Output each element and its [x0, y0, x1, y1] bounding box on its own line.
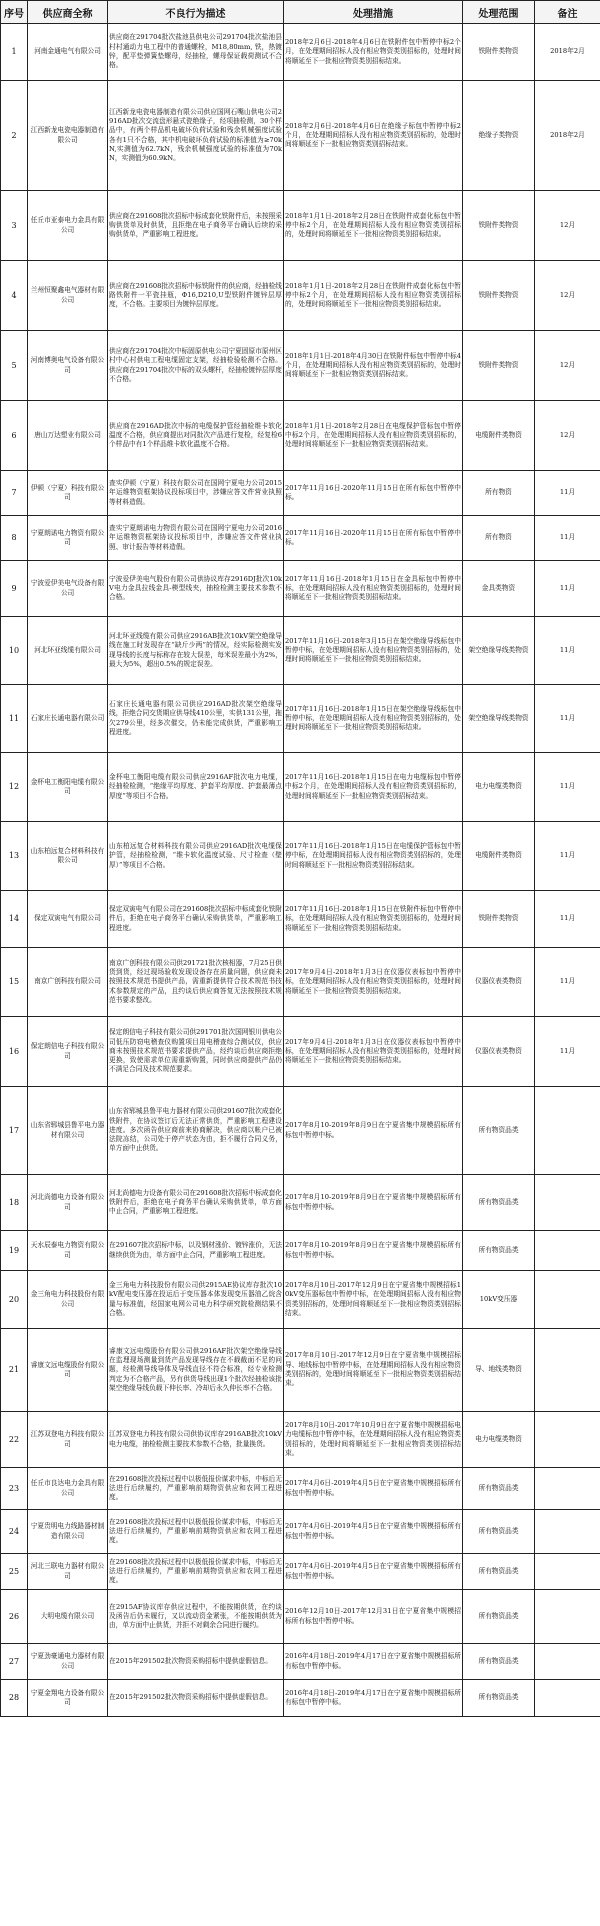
remark: 11月: [535, 561, 600, 617]
row-number: 7: [1, 471, 28, 516]
violation-description: 河北环亚线缆有限公司供应2916AB批次10kV架空绝缘导线在施工时发现存在“缺斤少两”的情况，经实际检测实发现导线的长度与标称存在较大误差，每米误差最小为2%，最大为5%，超出0.5%的规定误差。: [108, 617, 284, 685]
violation-description: 供应商在291704批次中标固原供电公司宁夏固原市原州区村中心村供电工程电缆固定支架，经抽检验检测不合格。供应商在291704批次中标的双头螺杆，经抽检镀锌层厚度不合格。: [108, 331, 284, 401]
table-row: [1, 1680, 600, 1717]
handling-scope: 所有物资品类: [463, 1680, 535, 1717]
violation-description: 金杯电工衡阳电缆有限公司供应2916AF批次电力电缆，经抽检检测，“绝缘平均厚度、护套平均厚度、护套最薄点厚度”等项目不合格。: [108, 753, 284, 822]
handling-scope: 所有物资品类: [463, 1468, 535, 1510]
handling-scope: 所有物资品类: [463, 1087, 535, 1175]
handling-scope: 所有物资: [463, 516, 535, 561]
table-row: [1, 685, 600, 753]
supplier-name: 河南博奥电气设备有限公司: [28, 331, 108, 401]
supplier-name: 伊顿（宁夏）科技有限公司: [28, 471, 108, 516]
handling-measures: 2018年2月6日-2018年4月6日在绝缘子标包中暂停中标2个月，在处理期间招标人没有相应物资类别招标的，处理时间将顺延至下一批相应物资类别招标结束。: [284, 81, 463, 191]
handling-measures: 2018年2月6日-2018年4月6日在铁附件包中暂停中标2个月，在处理期间招标人没有相应物资类别招标的，处理时间将顺延至下一批相应物资类别招标结束。: [284, 24, 463, 81]
handling-scope: 所有物资品类: [463, 1510, 535, 1554]
violation-description: 南京广创科技有限公司供291721批次核相器，7月25日供货到货，经过现场验收发现设备存在质量问题，供应商未按照技术规范书提供产品，需重新提供符合技术规范书技术参数规定的产品，且约谈后供应商答复无法按照技术规范书要求整改。: [108, 948, 284, 1017]
row-number: 14: [1, 891, 28, 948]
handling-measures: 2017年11月16日-2018年1月15日在铁附件标包中暂停中标，在处理期间招标人没有相应物资类别招标的，处理时间将顺延至下一批相应物资类别招标结束。: [284, 891, 463, 948]
table-row: [1, 1017, 600, 1087]
handling-measures: 2017年4月6日-2019年4月5日在宁夏省集中规模招标所有标包中暂停中标。: [284, 1554, 463, 1590]
table-row: [1, 1510, 600, 1554]
violation-description: 河北尚德电力设备有限公司在291608批次招标中标成套化铁附件后，拒绝在电子商务平台确认采购供货单，单方面中止合同，严重影响工程进度。: [108, 1175, 284, 1231]
row-number: 20: [1, 1271, 28, 1329]
violation-description: 在2015年291502批次物资采购招标中提供虚假信息。: [108, 1644, 284, 1680]
row-number: 24: [1, 1510, 28, 1554]
remark: [535, 1087, 600, 1175]
row-number: 25: [1, 1554, 28, 1590]
remark: 12月: [535, 261, 600, 331]
handling-measures: 2017年8月10-2019年8月9日在宁夏省集中规模招标所有标包中暂停中标。: [284, 1087, 463, 1175]
violation-description: 供应商在291608批次招标中标铁附件的供应商，经抽检线路铁附件一平瓷挂瓶，Φ16,D210,U型铁附件镀锌层厚度，不合格。主要项目为镀锌层厚度。: [108, 261, 284, 331]
remark: 11月: [535, 685, 600, 753]
violation-description: 江西新龙电瓷电器制造有限公司供应国网石嘴山供电公司2916AD批次交流盘形悬式瓷绝缘子，经项抽检测，30个样品中，有两个样品机电破坏负荷试验和残余机械强度试验各有1只不合格，其中机电破坏负荷试验的标准值为≥70kN,实测值为62.7kN，残余机械强度试验的标准值为70kN，实测值为60.9kN。: [108, 81, 284, 191]
handling-scope: 铁附件类物资: [463, 891, 535, 948]
header-description: 不良行为描述: [108, 1, 284, 24]
supplier-name: 宁夏贵明电力线路器材制造有限公司: [28, 1510, 108, 1554]
table-row: [1, 1087, 600, 1175]
violation-description: 江苏双登电力科技有限公司供协议库存2916AB批次10kV电力电缆，抽检检测主要技术参数不合格，批量换货。: [108, 1412, 284, 1468]
header-note: 备注: [535, 1, 600, 24]
table-row: [1, 471, 600, 516]
violation-description: 在291608批次投标过程中以极低报价谋求中标，中标后无法进行后续履约，严重影响前期物资供应和农网工程进度。: [108, 1554, 284, 1590]
remark: 12月: [535, 191, 600, 261]
supplier-name: 宁夏朗诺电力物资有限公司: [28, 516, 108, 561]
table-row: [1, 1644, 600, 1680]
remark: [535, 1231, 600, 1271]
violation-description: 在2015年291502批次物资采购招标中提供虚假信息。: [108, 1680, 284, 1717]
handling-measures: 2018年1月1日-2018年4月30日在铁附件标包中暂停中标4个月，在处理期间招标人没有相应物资类别招标的，处理时间将顺延至下一批相应物资类别招标结束。: [284, 331, 463, 401]
supplier-name: 兰州恒聚鑫电气器材有限公司: [28, 261, 108, 331]
supplier-name: 大明电缆有限公司: [28, 1590, 108, 1644]
handling-scope: 铁附件类物资: [463, 191, 535, 261]
violation-description: 山东省郓城县鲁平电力器材有限公司供291607批次成套化铁附件，在协议签订后无法正常供货，严重影响工程建设进度。多次函告供应商前来协商解决，供应商以帐户已被法院冻结，公司处于停产状态为由，拒不履行合同义务，单方面中止供货。: [108, 1087, 284, 1175]
supplier-name: 睿康文远电缆股份有限公司: [28, 1329, 108, 1412]
remark: [535, 1554, 600, 1590]
handling-scope: 所有物资品类: [463, 1175, 535, 1231]
row-number: 10: [1, 617, 28, 685]
supplier-name: 山东柏远复合材料科技有限公司: [28, 822, 108, 891]
remark: [535, 1329, 600, 1412]
header-supplier: 供应商全称: [28, 1, 108, 24]
handling-scope: 电缆附件类物资: [463, 822, 535, 891]
remark: [535, 1271, 600, 1329]
row-number: 16: [1, 1017, 28, 1087]
violation-description: 供应商在291704批次盐池县供电公司291704批次盐池县村村通动力电工程中的普通螺栓，M18,80mm, 铁，热镀锌，配平垫弹簧垫螺母，经抽检，螺母保证载荷测试不合格。: [108, 24, 284, 81]
handling-scope: 所有物资品类: [463, 1590, 535, 1644]
handling-measures: 2017年11月16日-2018年3月15日在架空绝缘导线标包中暂停中标，在处理期间招标人没有相应物资类别招标的，处理时间将顺延至下一批相应物资类别招标结束。: [284, 617, 463, 685]
supplier-name: 宁夏劲豪通电力器材有限公司: [28, 1644, 108, 1680]
handling-scope: 铁附件类物资: [463, 261, 535, 331]
table-row: [1, 81, 600, 191]
row-number: 8: [1, 516, 28, 561]
remark: [535, 1412, 600, 1468]
table-row: [1, 401, 600, 471]
violation-description: 供应商在2916AD批次中标的电缆保护管经抽检维卡软化温度不合格，供应商提出对同批次产品进行复检，经复检6个样品中有1个样品维卡软化温度不合格。: [108, 401, 284, 471]
handling-measures: 2017年8月10-2019年8月9日在宁夏省集中规模招标所有标包中暂停中标。: [284, 1175, 463, 1231]
remark: 12月: [535, 401, 600, 471]
remark: 11月: [535, 753, 600, 822]
handling-measures: 2017年8月10日-2017年12月9日在宁夏省集中规模招标导、地线标包中暂停中标，在处理期间招标人没有相应物资类别招标的，处理时间将顺延至下一批相应物资类别招标结束。: [284, 1329, 463, 1412]
supplier-name: 任丘市良达电力金具有限公司: [28, 1468, 108, 1510]
row-number: 4: [1, 261, 28, 331]
row-number: 19: [1, 1231, 28, 1271]
handling-measures: 2017年4月6日-2019年4月5日在宁夏省集中规模招标所有标包中暂停中标。: [284, 1468, 463, 1510]
table-row: [1, 261, 600, 331]
handling-scope: 架空绝缘导线类物资: [463, 685, 535, 753]
handling-scope: 导、地线类物资: [463, 1329, 535, 1412]
row-number: 11: [1, 685, 28, 753]
handling-measures: 2017年11月16日-2018年1月15日在电力电缆标包中暂停中标2个月，在处理期间招标人没有相应物资类别招标的，处理时间将顺延至下一批相应物资类别招标结束。: [284, 753, 463, 822]
header-measures: 处理措施: [284, 1, 463, 24]
remark: 11月: [535, 1017, 600, 1087]
row-number: 26: [1, 1590, 28, 1644]
table-row: [1, 948, 600, 1017]
supplier-name: 宁夏金翔电力设备有限公司: [28, 1680, 108, 1717]
handling-measures: 2017年4月6日-2019年4月5日在宁夏省集中规模招标所有标包中暂停中标。: [284, 1510, 463, 1554]
row-number: 13: [1, 822, 28, 891]
row-number: 18: [1, 1175, 28, 1231]
violation-description: 查实宁夏朗诺电力物资有限公司在国网宁夏电力公司2016年运维物资框架协议投标项目中，涉嫌应答文件营业执照、审计报告等材料造假。: [108, 516, 284, 561]
table-row: [1, 822, 600, 891]
table-row: [1, 1231, 600, 1271]
table-row: [1, 516, 600, 561]
table-row: [1, 617, 600, 685]
handling-measures: 2018年1月1日-2018年2月28日在铁附件成套化标包中暂停中标2个月，在处理期间招标人没有相应物资类别招标的，处理时间将顺延至下一批相应物资类别招标结束。: [284, 261, 463, 331]
table-row: [1, 1554, 600, 1590]
table-row: [1, 561, 600, 617]
handling-scope: 所有物资品类: [463, 1231, 535, 1271]
violation-description: 保定双寅电气有限公司在291608批次招标中标成套化铁附件后，拒绝在电子商务平台确认采购供货单，严重影响工程进度。: [108, 891, 284, 948]
remark: 11月: [535, 948, 600, 1017]
handling-scope: 金具类物资: [463, 561, 535, 617]
supplier-name: 保定双寅电气有限公司: [28, 891, 108, 948]
supplier-name: 金杯电工衡阳电缆有限公司: [28, 753, 108, 822]
supplier-name: 河北环亚线缆有限公司: [28, 617, 108, 685]
remark: 11月: [535, 617, 600, 685]
table-body: [1, 24, 600, 1717]
supplier-name: 宁波爱伊美电气设备有限公司: [28, 561, 108, 617]
handling-measures: 2017年11月16日-2018年1月15日在架空绝缘导线标包中暂停中标，在处理期间招标人没有相应物资类别招标的，处理时间将顺延至下一批相应物资类别招标结束。: [284, 685, 463, 753]
violation-description: 山东柏远复合材料科技有限公司供应2916AD批次电缆保护管，经抽检检测，“维卡软化温度试验、尺寸检查（壁厚）”等项目不合格。: [108, 822, 284, 891]
table-row: [1, 1329, 600, 1412]
row-number: 12: [1, 753, 28, 822]
table-row: [1, 1175, 600, 1231]
supplier-name: 江西新龙电瓷电器制造有限公司: [28, 81, 108, 191]
remark: 2018年2月: [535, 81, 600, 191]
table-row: [1, 191, 600, 261]
supplier-name: 保定朗信电子科技有限公司: [28, 1017, 108, 1087]
supplier-name: 河北三联电力器材有限公司: [28, 1554, 108, 1590]
table-row: [1, 891, 600, 948]
violation-description: 保定朗信电子科技有限公司供291701批次国网银川供电公司低压防窃电稽查仪购置项目用电稽查综合测试仪，供应商未按照技术规范书要求提供产品，经约谈后供应商拒绝更换，致使需求单位需重新购置，同时供应商提供产品仍不满足合同及技术规范要求。: [108, 1017, 284, 1087]
handling-measures: 2017年11月16日-2018年1月15日在电缆保护管标包中暂停中标，在处理期间招标人没有相应物资类别招标的，处理时间将顺延至下一批相应物资类别招标结束。: [284, 822, 463, 891]
supplier-name: 山东省郓城县鲁平电力器材有限公司: [28, 1087, 108, 1175]
supplier-name: 任丘市亚泰电力金具有限公司: [28, 191, 108, 261]
remark: 11月: [535, 516, 600, 561]
supplier-name: 南京广创科技有限公司: [28, 948, 108, 1017]
handling-measures: 2016年12月10日-2017年12月31日在宁夏省集中规模招标所有标包中暂停中标。: [284, 1590, 463, 1644]
supplier-name: 天水辰泰电力物资有限公司: [28, 1231, 108, 1271]
handling-measures: 2017年11月16日-2020年11月15日在所有标包中暂停中标。: [284, 516, 463, 561]
handling-measures: 2017年11月16日-2020年11月15日在所有标包中暂停中标。: [284, 471, 463, 516]
violation-description: 供应商在291608批次招标中标成套化铁附件后，未按照采购供货单及时供货，且拒绝在电子商务平台确认后续的采购供货单，严重影响工程进度。: [108, 191, 284, 261]
remark: 12月: [535, 331, 600, 401]
remark: [535, 1680, 600, 1717]
handling-scope: 10kV变压器: [463, 1271, 535, 1329]
handling-scope: 架空绝缘导线类物资: [463, 617, 535, 685]
violation-description: 在291607批次招标中标，以及钢材涨价、镀锌涨价，无法继续供货为由，单方面中止合同，严重影响工程进度。: [108, 1231, 284, 1271]
remark: 11月: [535, 891, 600, 948]
handling-scope: 铁附件类物资: [463, 24, 535, 81]
violation-description: 石家庄长通电器有限公司供应2916AD批次架空绝缘导线，拒绝合同交货期应供导线410公里，实供131公里，拖欠279公里，经多次催交，仍未能完成供货，严重影响工程进度。: [108, 685, 284, 753]
handling-scope: 绝缘子类物资: [463, 81, 535, 191]
remark: [535, 1468, 600, 1510]
handling-scope: 仪器仪表类物资: [463, 948, 535, 1017]
supplier-name: 唐山万达塑业有限公司: [28, 401, 108, 471]
handling-scope: 铁附件类物资: [463, 331, 535, 401]
table-row: [1, 753, 600, 822]
violation-description: 在291608批次投标过程中以极低报价谋求中标，中标后无法进行后续履约，严重影响前期物资供应和农网工程进度。: [108, 1510, 284, 1554]
supplier-name: 河南金通电气有限公司: [28, 24, 108, 81]
handling-scope: 所有物资品类: [463, 1644, 535, 1680]
handling-measures: 2017年8月10日-2017年10月9日在宁夏省集中规模招标电力电缆标包中暂停中标，在处理期间招标人没有相应物资类别招标的，处理时间将顺延至下一批相应物资类别招标结束。: [284, 1412, 463, 1468]
handling-scope: 电缆附件类物资: [463, 401, 535, 471]
header-scope: 处理范围: [463, 1, 535, 24]
handling-scope: 所有物资品类: [463, 1554, 535, 1590]
remark: [535, 1590, 600, 1644]
violation-description: 金三角电力科技股份有限公司供2915AE协议库存批次10kV配电变压器在投运后于变压器本体发现变压器油乙烷含量与标准值，经国家电网公司电力科学研究院检测结果不合格。: [108, 1271, 284, 1329]
remark: [535, 1510, 600, 1554]
row-number: 9: [1, 561, 28, 617]
handling-measures: 2018年1月1日-2018年2月28日在铁附件成套化标包中暂停中标2个月，在处理期间招标人没有相应物资类别招标的，处理时间将顺延至下一批相应物资类别招标结束。: [284, 191, 463, 261]
table-header-row: [1, 1, 600, 24]
supplier-name: 金三角电力科技股份有限公司: [28, 1271, 108, 1329]
violation-description: 睿康文远电缆股份有限公司供2916AF批次架空绝缘导线在监理现场测量到货产品发现导线存在不载截面不足的问题，经检测导线导体及导线直径不符合标准，经专业检测判定为不合格产品，另有供货导线出现1个批次经抽检该批架空绝缘导线负载下伸长率、冷却后永久伸长率不合格。: [108, 1329, 284, 1412]
remark: [535, 1175, 600, 1231]
violation-description: 在291608批次投标过程中以极低报价谋求中标，中标后无法进行后续履约，严重影响前期物资供应和农网工程进度。: [108, 1468, 284, 1510]
table-row: [1, 24, 600, 81]
table-row: [1, 1590, 600, 1644]
supplier-name: 石家庄长通电器有限公司: [28, 685, 108, 753]
header-no: 序号: [1, 1, 28, 24]
row-number: 6: [1, 401, 28, 471]
handling-measures: 2017年9月4日-2018年1月3日在仪器仪表标包中暂停中标，在处理期间招标人没有相应物资类别招标的，处理时间将顺延至下一批相应物资类别招标结束。: [284, 1017, 463, 1087]
supplier-name: 江苏双登电力科技有限公司: [28, 1412, 108, 1468]
row-number: 5: [1, 331, 28, 401]
violation-description: 宁波爱伊美电气股份有限公司供协议库存2916DJ批次10kV电力金具拉线金具-楔型线夹，抽检检测主要技术参数不合格。: [108, 561, 284, 617]
table-row: [1, 1271, 600, 1329]
handling-measures: 2017年8月10-2019年8月9日在宁夏省集中规模招标所有标包中暂停中标。: [284, 1231, 463, 1271]
handling-scope: 所有物资: [463, 471, 535, 516]
row-number: 22: [1, 1412, 28, 1468]
handling-measures: 2017年9月4日-2018年1月3日在仪器仪表标包中暂停中标，在处理期间招标人没有相应物资类别招标的，处理时间将顺延至下一批相应物资类别招标结束。: [284, 948, 463, 1017]
handling-scope: 电力电缆类物资: [463, 753, 535, 822]
row-number: 17: [1, 1087, 28, 1175]
handling-measures: 2016年4月18日-2019年4月17日在宁夏省集中规模招标所有标包中暂停中标。: [284, 1680, 463, 1717]
handling-measures: 2018年1月1日-2018年2月28日在电缆保护管标包中暂停中标2个月，在处理期间招标人没有相应物资类别招标的，处理时间将顺延至下一批相应物资类别招标结束。: [284, 401, 463, 471]
table-row: [1, 1412, 600, 1468]
handling-measures: 2017年8月10日-2017年12月9日在宁夏省集中规模招标10kV变压器标包中暂停中标，在处理期间招标人没有相应物资类别招标的，处理时间将顺延至下一批相应物资类别招标结束。: [284, 1271, 463, 1329]
violation-description: 在2915AF协议库存供应过程中，不能按期供货，在约谈及函告后仍未履行，又以流动资金紧张，不能按期供货为由，单方面中止供货，并拒不对剩余合同进行履约。: [108, 1590, 284, 1644]
row-number: 15: [1, 948, 28, 1017]
handling-measures: 2016年4月18日-2019年4月17日在宁夏省集中规模招标所有标包中暂停中标。: [284, 1644, 463, 1680]
handling-measures: 2017年11月16日-2018年1月15日在金具标包中暂停中标，在处理期间招标人没有相应物资类别招标的，处理时间将顺延至下一批相应物资类别招标结束。: [284, 561, 463, 617]
row-number: 1: [1, 24, 28, 81]
remark: 11月: [535, 471, 600, 516]
row-number: 27: [1, 1644, 28, 1680]
row-number: 2: [1, 81, 28, 191]
row-number: 21: [1, 1329, 28, 1412]
violation-description: 查实伊顿（宁夏）科技有限公司在国网宁夏电力公司2015年运维物资框架协议投标项目中，涉嫌应答文件营业执照等材料造假。: [108, 471, 284, 516]
row-number: 3: [1, 191, 28, 261]
table-row: [1, 1468, 600, 1510]
handling-scope: 电力电缆类物资: [463, 1412, 535, 1468]
remark: 2018年2月: [535, 24, 600, 81]
remark: 11月: [535, 822, 600, 891]
row-number: 23: [1, 1468, 28, 1510]
row-number: 28: [1, 1680, 28, 1717]
table-row: [1, 331, 600, 401]
supplier-name: 河北尚德电力设备有限公司: [28, 1175, 108, 1231]
handling-scope: 仪器仪表类物资: [463, 1017, 535, 1087]
remark: [535, 1644, 600, 1680]
